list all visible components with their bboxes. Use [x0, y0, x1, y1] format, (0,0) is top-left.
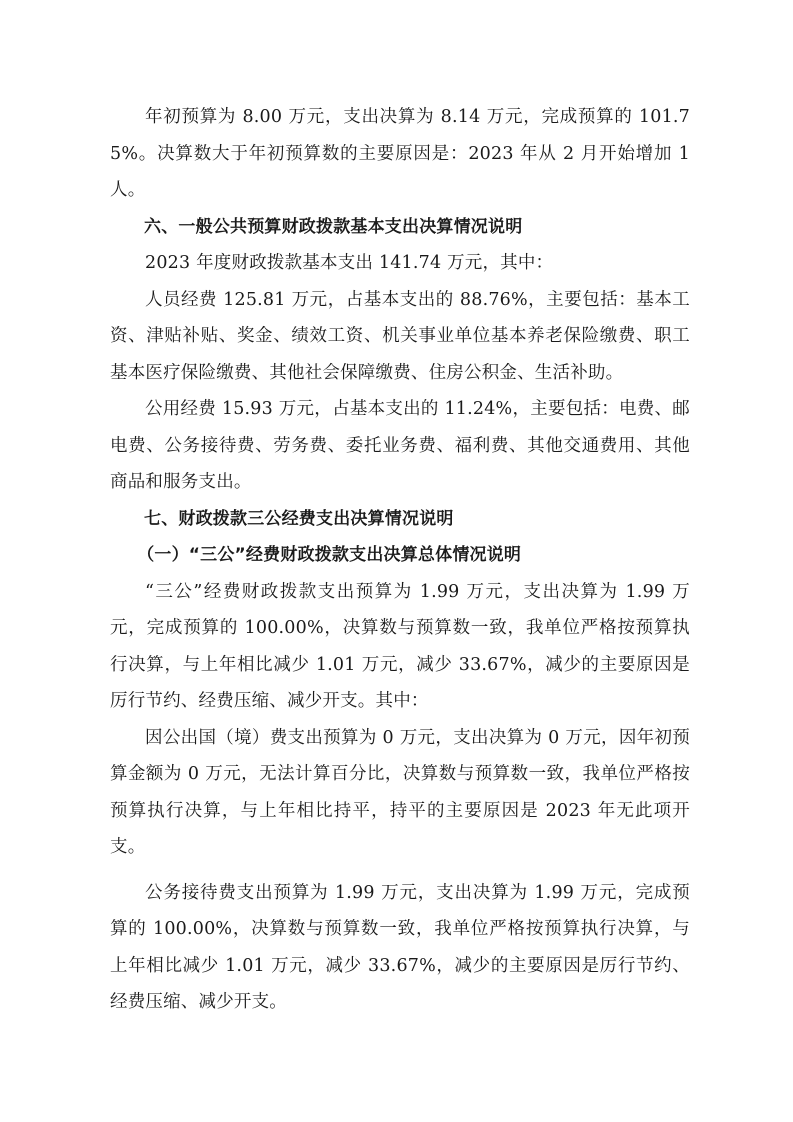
document-body — [110, 99, 690, 1021]
paragraph-basic-expenditure-total: 2023 年度财政拨款基本支出 141.74 万元，其中： — [145, 253, 554, 273]
paragraph-three-public-overview: “三公”经费财政拨款支出预算为 1.99 万元，支出决算为 1.99 万元，完成预算的 100.00%，决算数与预算数一致，我单位严格按预算执行决算，与上年相比减少 1.01 万元，减少 33.67%，减少的主要原因是厉行节约、经费压缩、减少开支。其中： — [110, 581, 690, 711]
section-heading-6: 六、一般公共预算财政拨款基本支出决算情况说明 — [144, 216, 523, 237]
paragraph-personnel-expenses: 人员经费 125.81 万元，占基本支出的 88.76%，主要包括：基本工资、津贴补贴、奖金、绩效工资、机关事业单位基本养老保险缴费、职工基本医疗保险缴费、其他社会保障缴费、住房公积金、生活补助。 — [110, 289, 690, 383]
subsection-heading-7-1: （一）“三公”经费财政拨款支出决算总体情况说明 — [137, 545, 522, 565]
paragraph-budget-completion: 年初预算为 8.00 万元，支出决算为 8.14 万元，完成预算的 101.75%。决算数大于年初预算数的主要原因是：2023 年从 2 月开始增加 1 人。 — [110, 107, 690, 200]
paragraph-gap — [110, 866, 690, 875]
paragraph-public-expenses: 公用经费 15.93 万元，占基本支出的 11.24%，主要包括：电费、邮电费、公务接待费、劳务费、委托业务费、福利费、其他交通费用、其他商品和服务支出。 — [110, 399, 690, 492]
paragraph-overseas-travel: 因公出国（境）费支出预算为 0 万元，支出决算为 0 万元，因年初预算金额为 0 万元，无法计算百分比，决算数与预算数一致，我单位严格按预算执行决算，与上年相比持平，持平的主要原因是 2023 年无此项开支。 — [110, 727, 690, 857]
section-heading-7: 七、财政拨款三公经费支出决算情况说明 — [144, 508, 454, 529]
paragraph-official-reception: 公务接待费支出预算为 1.99 万元，支出决算为 1.99 万元，完成预算的 100.00%，决算数与预算数一致，我单位严格按预算执行决算，与上年相比减少 1.01 万元，减少 33.67%，减少的主要原因是厉行节约、经费压缩、减少开支。 — [110, 882, 690, 1012]
